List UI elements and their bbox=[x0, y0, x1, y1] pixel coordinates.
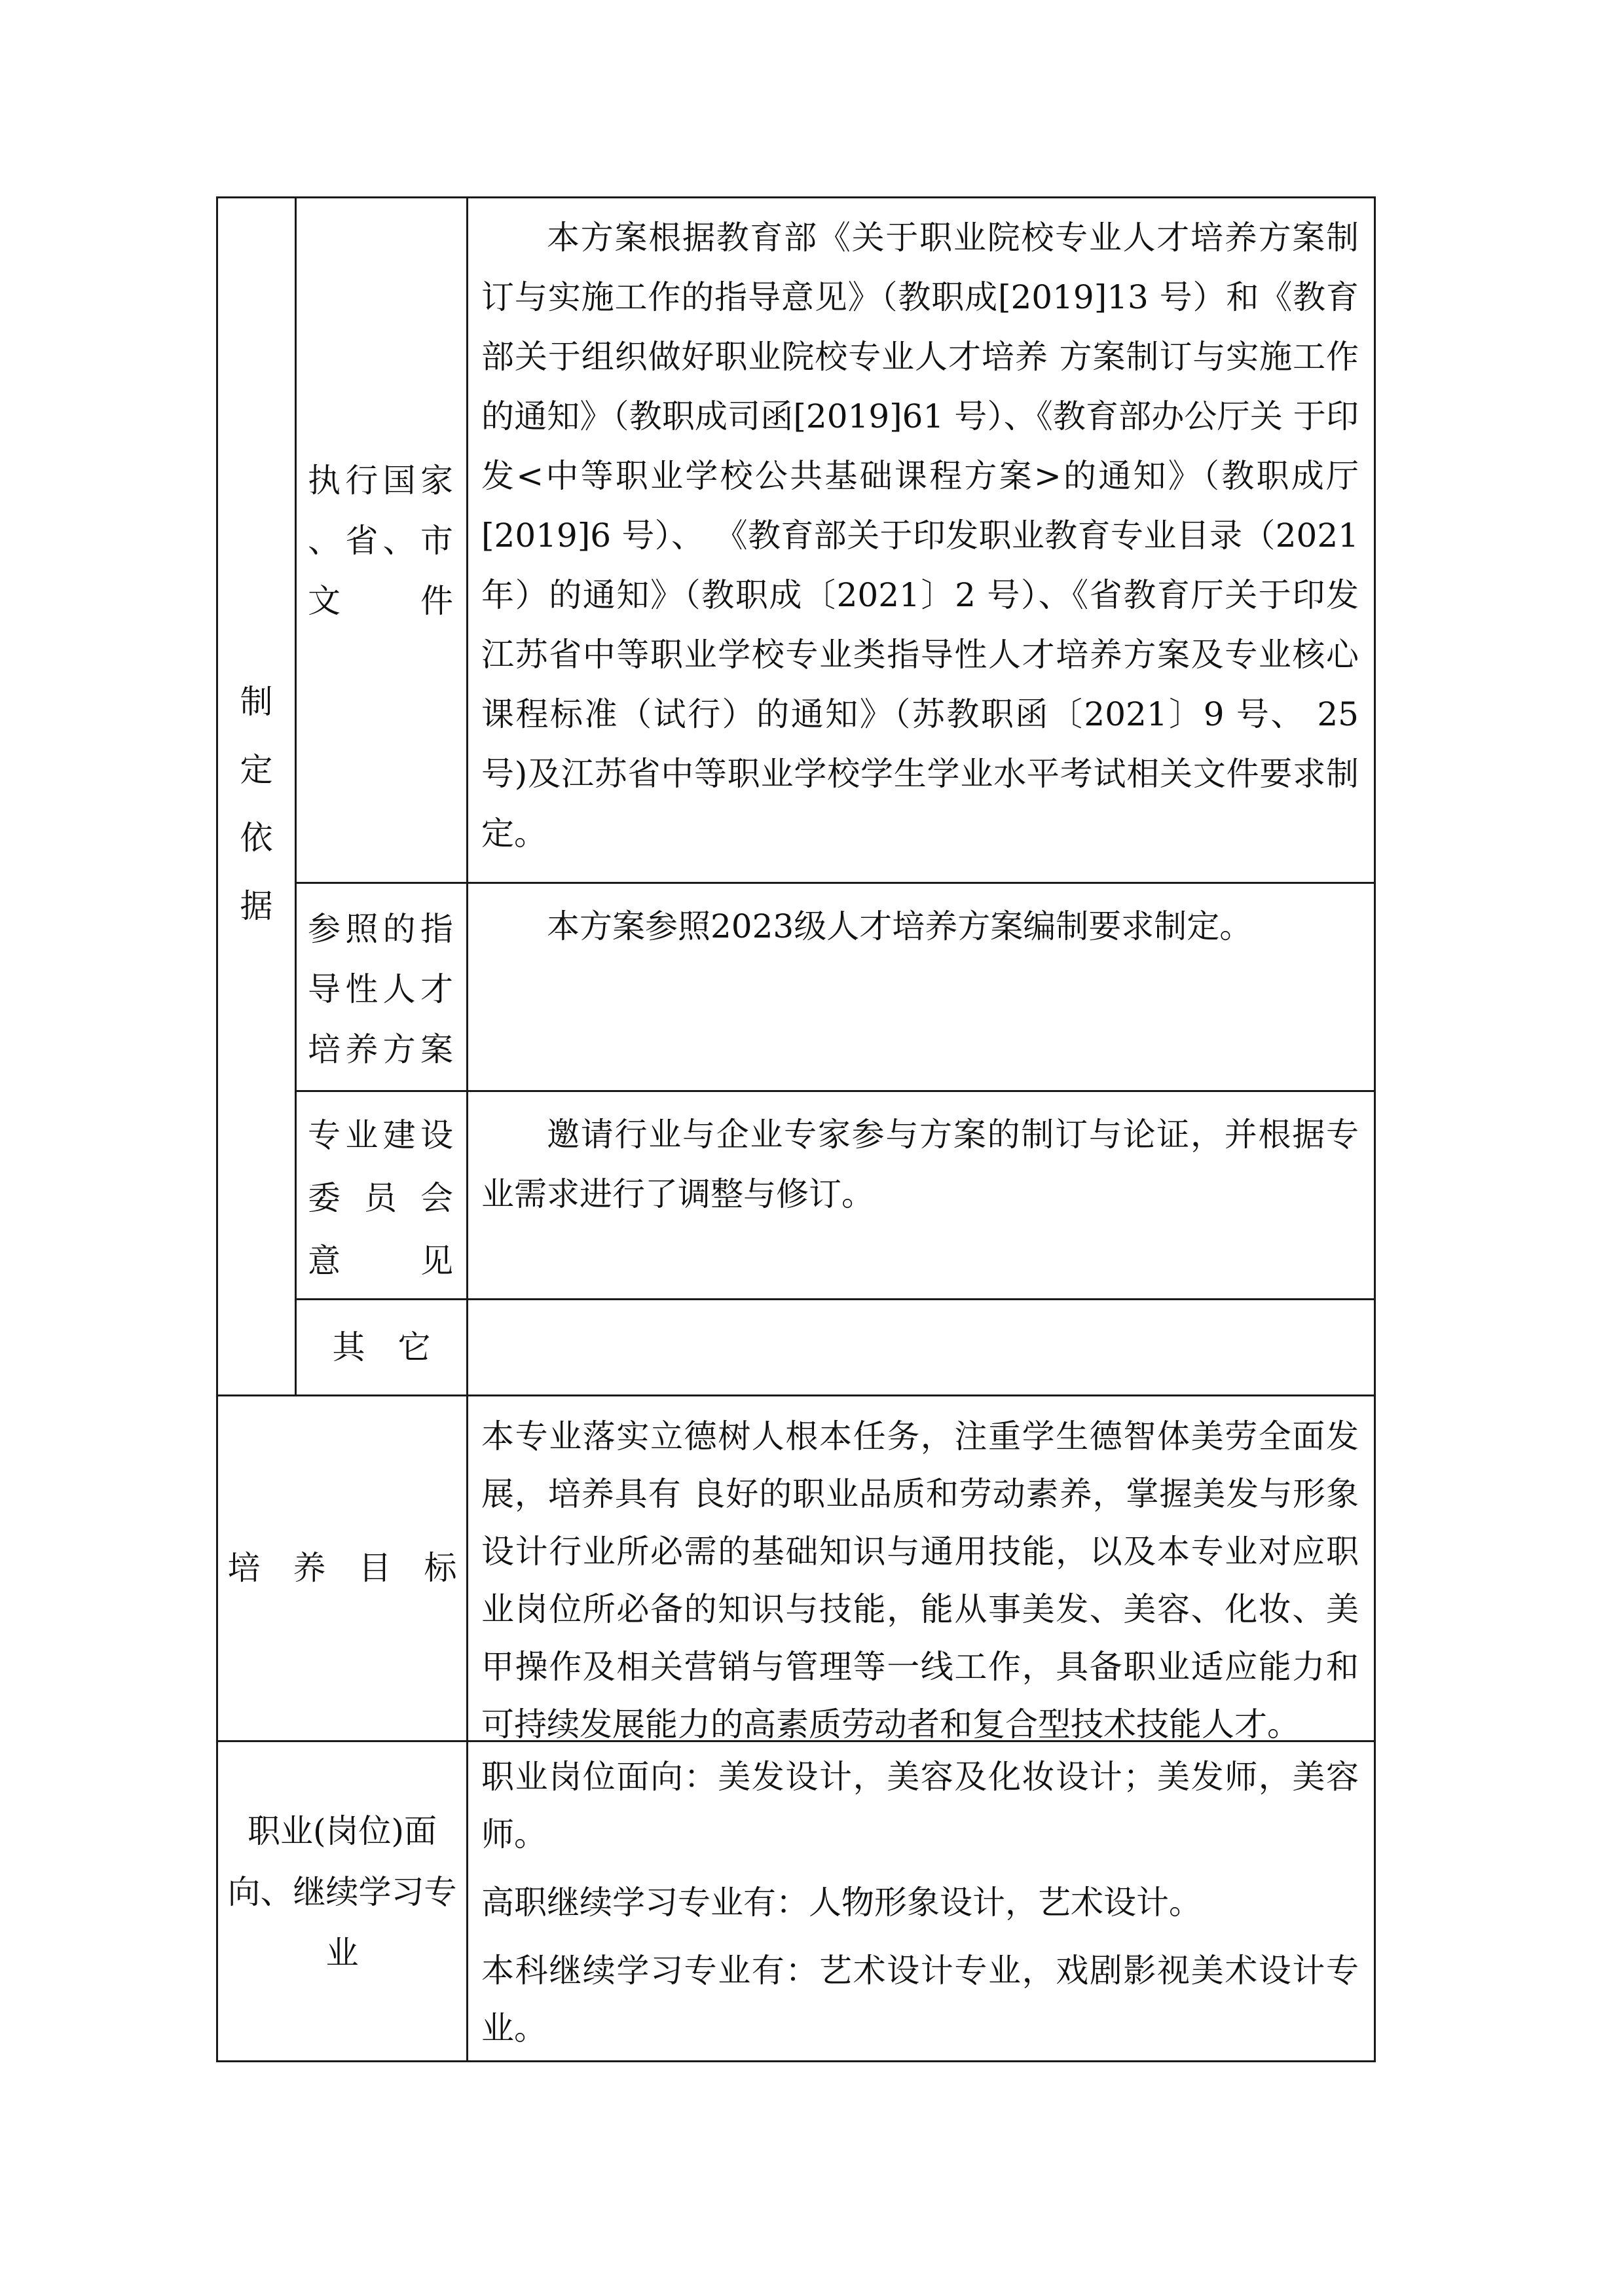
row-label-other: 其 它 bbox=[332, 1328, 431, 1366]
career-paragraph: 职业岗位面向：美发设计，美容及化妆设计；美发师，美容师。 bbox=[481, 1758, 1359, 1853]
row-divider bbox=[295, 882, 1375, 884]
label-char: 定 bbox=[240, 751, 273, 789]
row-divider bbox=[295, 1090, 1375, 1092]
label-char: 制 bbox=[240, 683, 273, 721]
career-paragraph: 本科继续学习专业有：艺术设计专业，戏剧影视美术设计专业。 bbox=[481, 1952, 1359, 2047]
row-content-reference-plan: 本方案参照2023级人才培养方案编制要求制定。 bbox=[547, 907, 1253, 945]
career-section-label: 职业(岗位)面 向、继续学习专 业 bbox=[227, 1812, 457, 1972]
row-label-committee-opinion: 专业建设 委员会 意 见 bbox=[308, 1116, 453, 1280]
career-paragraph: 高职继续学习专业有：人物形象设计，艺术设计。 bbox=[481, 1884, 1202, 1922]
label-char: 据 bbox=[240, 887, 273, 925]
career-section-content bbox=[481, 1748, 1359, 2057]
goal-section-label: 培 养 目 标 bbox=[227, 1549, 457, 1587]
basis-section-label bbox=[218, 668, 295, 940]
table-border-bottom bbox=[216, 2060, 1375, 2062]
column-divider bbox=[295, 196, 297, 1396]
row-content-committee-opinion: 邀请行业与企业专家参与方案的制订与论证，并根据专业需求进行了调整与修订。 bbox=[481, 1116, 1359, 1213]
goal-section-content: 本专业落实立德树人根本任务，注重学生德智体美劳全面发展，培养具有 良好的职业品质和劳动素养，掌握美发与形象设计行业所必需的基础知识与通用技能，以及本专业对应职业岗位所必备的知识与技能，能从事美发、美容、化妆、美甲操作及相关营销与管理等一线工作，具备职业适应能力和可持续发展能力的高素质劳动者和复合型技术技能人才。 bbox=[481, 1417, 1359, 1743]
row-content-national-documents: 本方案根据教育部《关于职业院校专业人才培养方案制订与实施工作的指导意见》（教职成[2019]13 号）和《教育部关于组织做好职业院校专业人才培养 方案制订与实施工作的通知》（教职成司函[2019]61 号）、《教育部办公厅关 于印发<中等职业学校公共基础课程方案>的通知》（教职成厅[2019]6 号）、 《教育部关于印发职业教育专业目录（2021 年）的通知》（教职成〔2021〕2 号）、《省教育厅关于印发江苏省中等职业学校专业类指导性人才培养方案及专业核心课程标准（试行）的通知》（苏教职函〔2021〕9 号、 25 号)及江苏省中等职业学校学生学业水平考试相关文件要求制定。 bbox=[481, 219, 1359, 852]
column-divider bbox=[466, 196, 468, 2062]
table-border-left bbox=[216, 196, 218, 2062]
label-char: 依 bbox=[240, 819, 273, 857]
table-border-right bbox=[1374, 196, 1376, 2062]
row-label-national-documents: 执行国家 、省、市 文 件 bbox=[308, 462, 453, 620]
row-label-reference-plan: 参照的指 导性人才 培养方案 bbox=[308, 910, 453, 1068]
table-border-top bbox=[216, 196, 1375, 198]
